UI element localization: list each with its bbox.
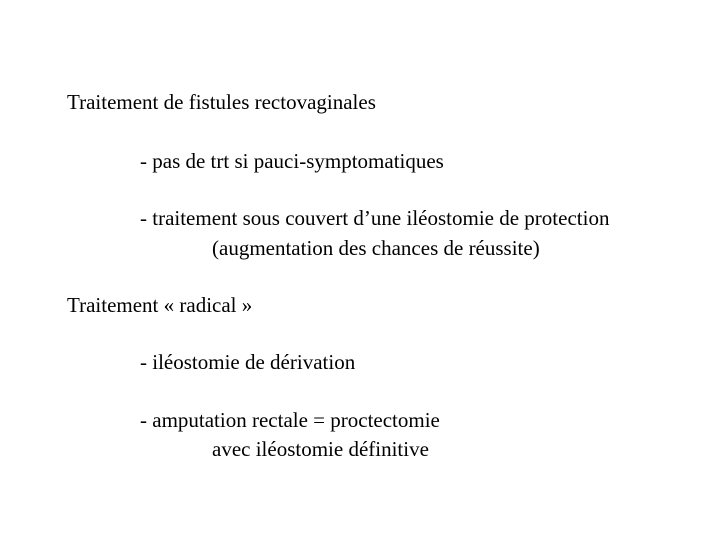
bullet-ileostomie-protection: - traitement sous couvert d’une iléostomie de protection (140, 206, 610, 230)
section-heading-fistules: Traitement de fistules rectovaginales (67, 90, 376, 114)
bullet-ileostomie-protection-continuation: (augmentation des chances de réussite) (212, 236, 540, 260)
bullet-amputation-rectale-continuation: avec iléostomie définitive (212, 437, 429, 461)
bullet-ileostomie-derivation: - iléostomie de dérivation (140, 350, 356, 374)
bullet-amputation-rectale: - amputation rectale = proctectomie (140, 408, 440, 432)
bullet-pas-de-trt: - pas de trt si pauci-symptomatiques (140, 149, 444, 173)
section-heading-radical: Traitement « radical » (67, 293, 253, 317)
